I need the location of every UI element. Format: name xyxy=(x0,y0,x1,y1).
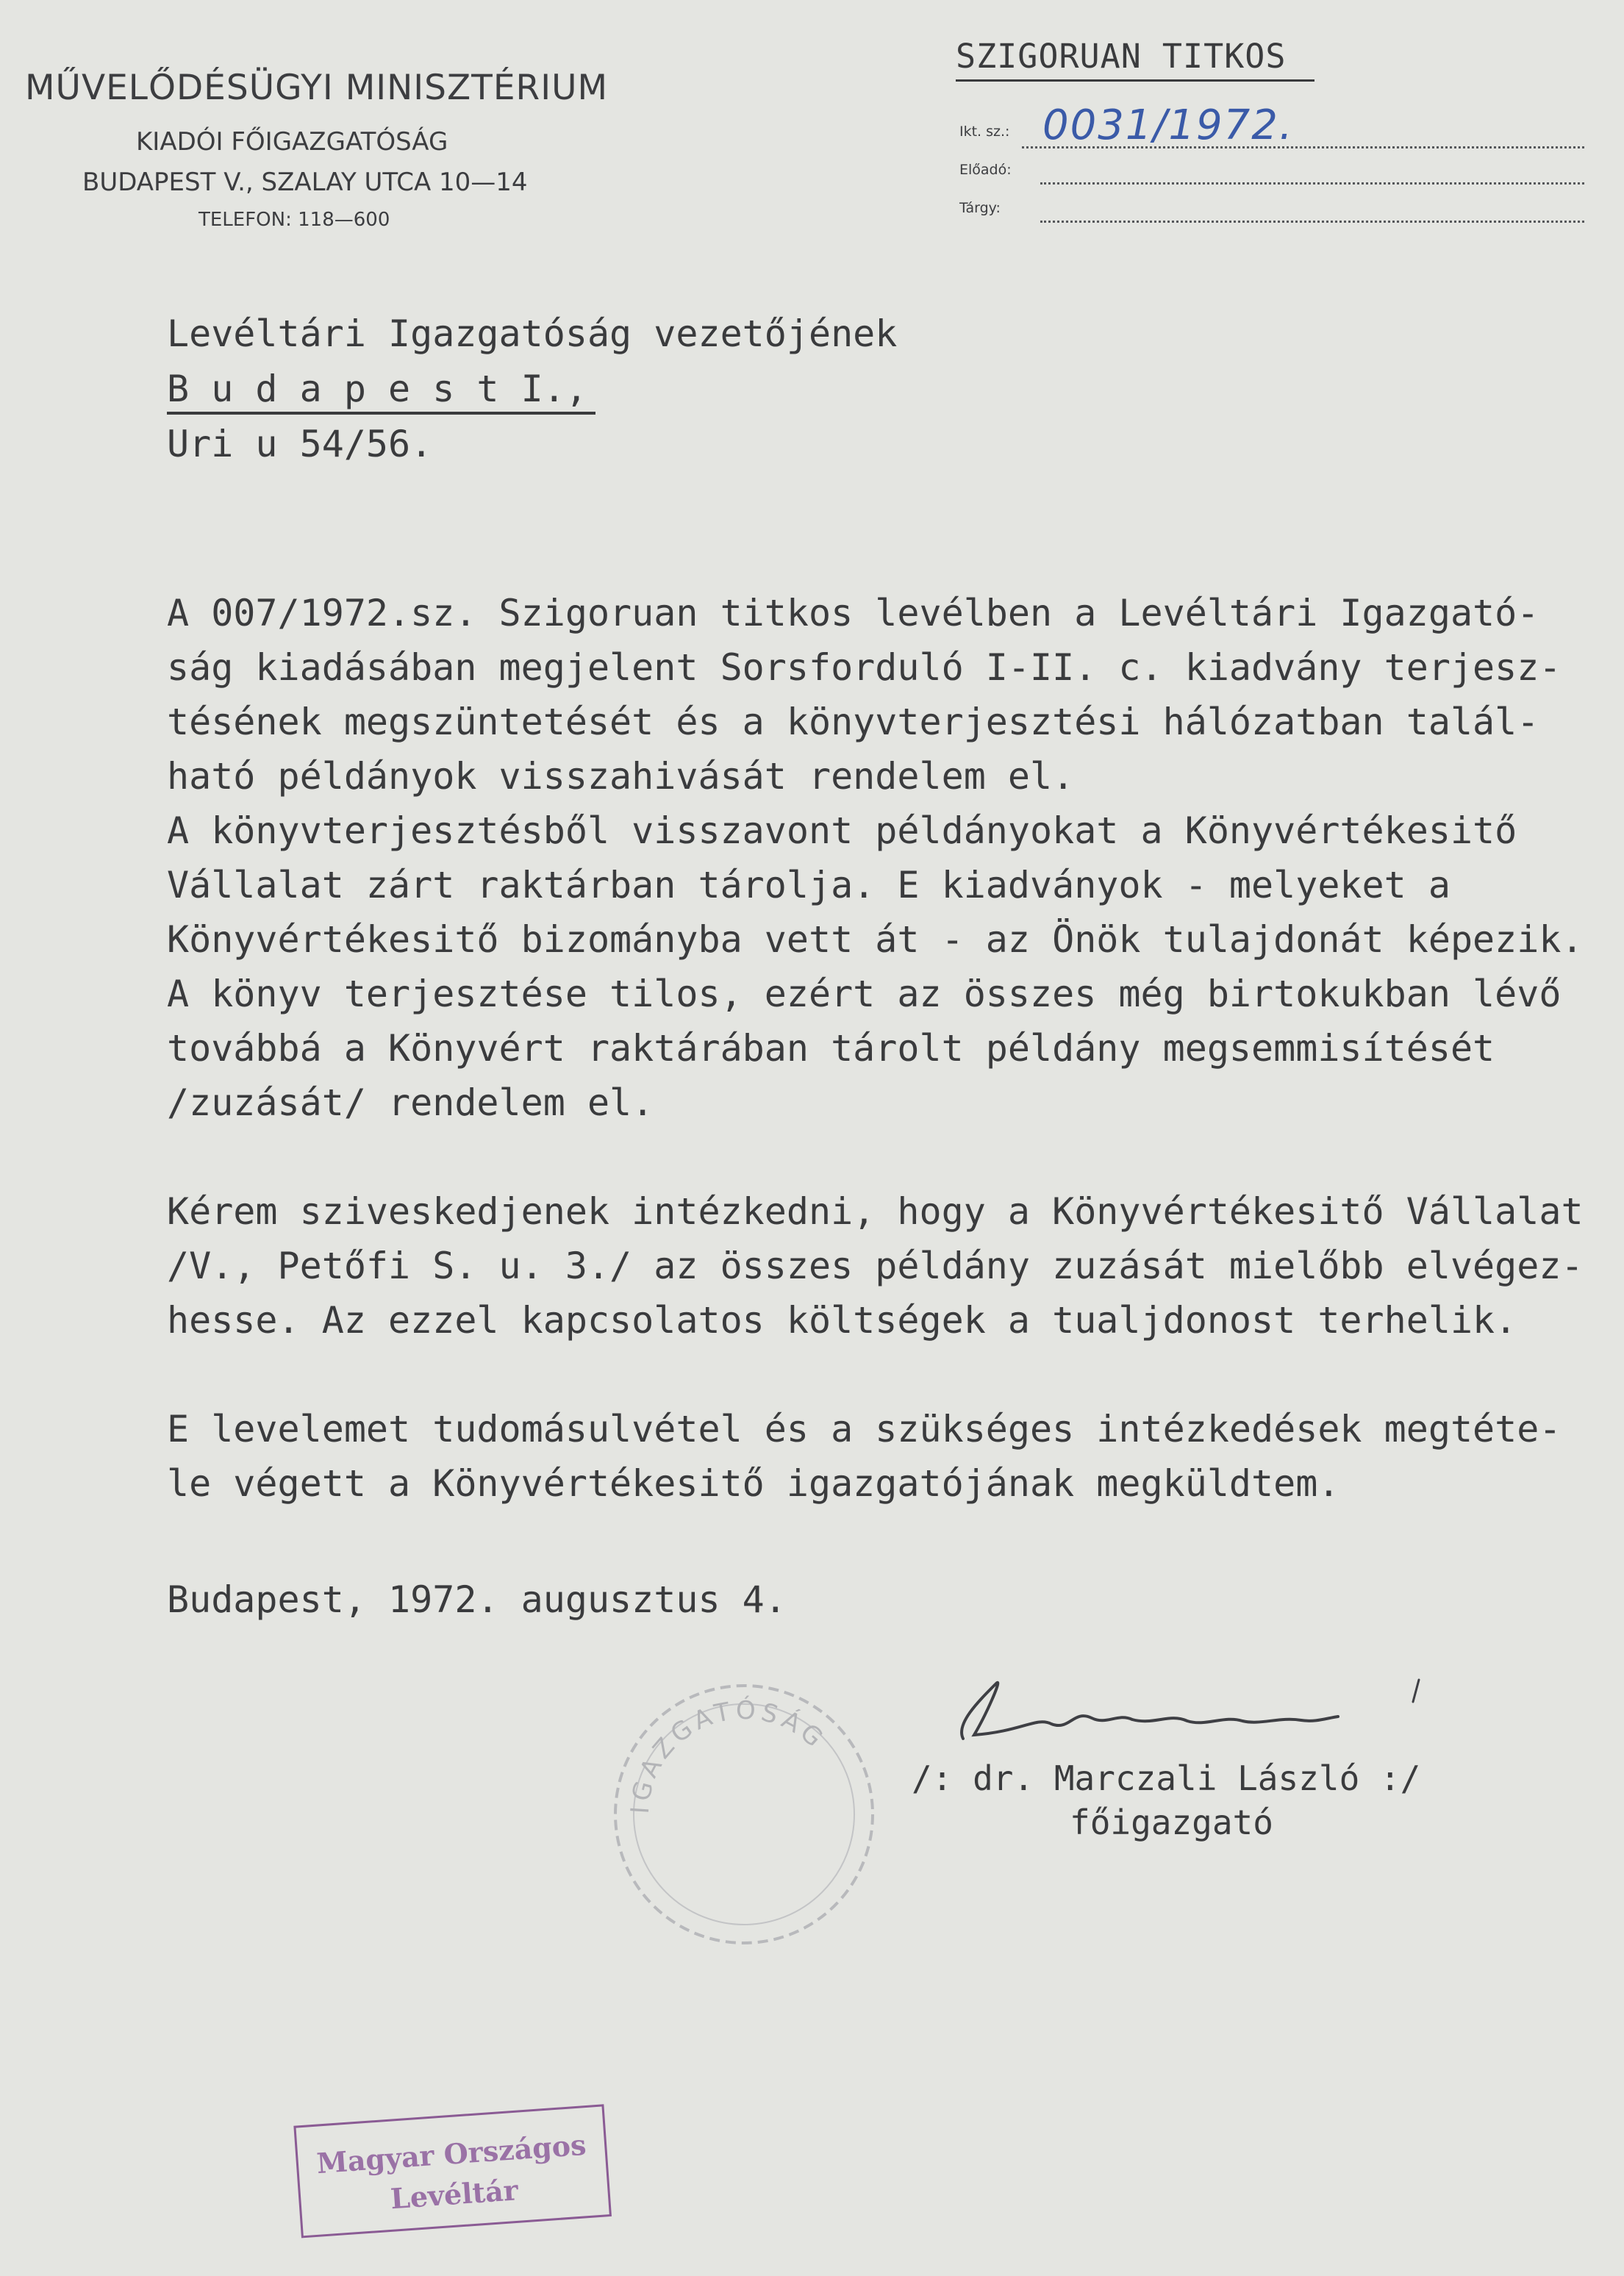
body-line: /V., Petőfi S. u. 3./ az összes példány zuzását mielőbb elvégez- xyxy=(167,1245,1584,1287)
eloado-label: Előadó: xyxy=(959,162,1012,178)
archive-stamp-line-1: Magyar Országos xyxy=(315,2128,587,2180)
targy-label: Tárgy: xyxy=(959,200,1001,216)
ministry-name: MŰVELŐDÉSÜGYI MINISZTÉRIUM xyxy=(25,68,609,108)
recipient-street: Uri u 54/56. xyxy=(167,423,433,465)
signature xyxy=(934,1672,1448,1761)
body-line: E levelemet tudomásulvétel és a szükséges intézkedések megtéte- xyxy=(167,1408,1562,1450)
round-stamp xyxy=(604,1675,884,1954)
classification-label: SZIGORUAN TITKOS xyxy=(956,37,1287,76)
body-line: Könyvértékesitő bizományba vett át - az Önök tulajdonát képezik. xyxy=(167,918,1584,961)
archive-stamp xyxy=(291,2101,622,2248)
ikt-label: Ikt. sz.: xyxy=(959,124,1010,140)
letterhead-address: BUDAPEST V., SZALAY UTCA 10—14 xyxy=(82,168,528,197)
svg-text:IGAZGATÓSÁG xyxy=(626,1695,831,1814)
body-line: Vállalat zárt raktárban tárolja. E kiadványok - melyeket a xyxy=(167,864,1450,906)
ikt-number: 0031/1972. xyxy=(1042,101,1294,149)
archive-stamp-line-2: Levéltár xyxy=(389,2173,520,2216)
signer-title: főigazgató xyxy=(1070,1803,1273,1842)
letterhead-phone: TELEFON: 118—600 xyxy=(198,209,390,231)
eloado-dotted-line xyxy=(1040,182,1584,185)
body-line: A 007/1972.sz. Szigoruan titkos levélben a Levéltári Igazgató- xyxy=(167,592,1539,634)
recipient-city: B u d a p e s t I., xyxy=(167,368,587,410)
body-line: továbbá a Könyvért raktárában tárolt példány megsemmisítését xyxy=(167,1027,1495,1070)
body-line: le végett a Könyvértékesitő igazgatójának megküldtem. xyxy=(167,1462,1340,1505)
directorate-name: KIADÓI FŐIGAZGATÓSÁG xyxy=(136,127,448,157)
body-line: tésének megszüntetését és a könyvterjesztési hálózatban talál- xyxy=(167,701,1539,743)
body-line: ság kiadásában megjelent Sorsforduló I-II. c. kiadvány terjesz- xyxy=(167,646,1562,689)
recipient-line-1: Levéltári Igazgatóság vezetőjének xyxy=(167,312,898,355)
body-line: A könyv terjesztése tilos, ezért az összes még birtokukban lévő xyxy=(167,973,1562,1015)
body-line: Kérem sziveskedjenek intézkedni, hogy a Könyvértékesitő Vállalat xyxy=(167,1190,1584,1233)
signer-name: /: dr. Marczali László :/ xyxy=(912,1758,1421,1798)
body-line: A könyvterjesztésből visszavont példányokat a Könyvértékesitő xyxy=(167,809,1517,852)
targy-dotted-line xyxy=(1040,221,1584,223)
body-line: /zuzását/ rendelem el. xyxy=(167,1081,654,1124)
recipient-city-underline xyxy=(167,412,595,415)
classification-underline xyxy=(956,79,1314,82)
round-stamp-text: IGAZGATÓSÁG xyxy=(625,1695,832,1815)
date-line: Budapest, 1972. augusztus 4. xyxy=(167,1578,787,1621)
body-line: hesse. Az ezzel kapcsolatos költségek a tualjdonost terhelik. xyxy=(167,1299,1517,1342)
body-line: ható példányok visszahivását rendelem el. xyxy=(167,755,1075,798)
